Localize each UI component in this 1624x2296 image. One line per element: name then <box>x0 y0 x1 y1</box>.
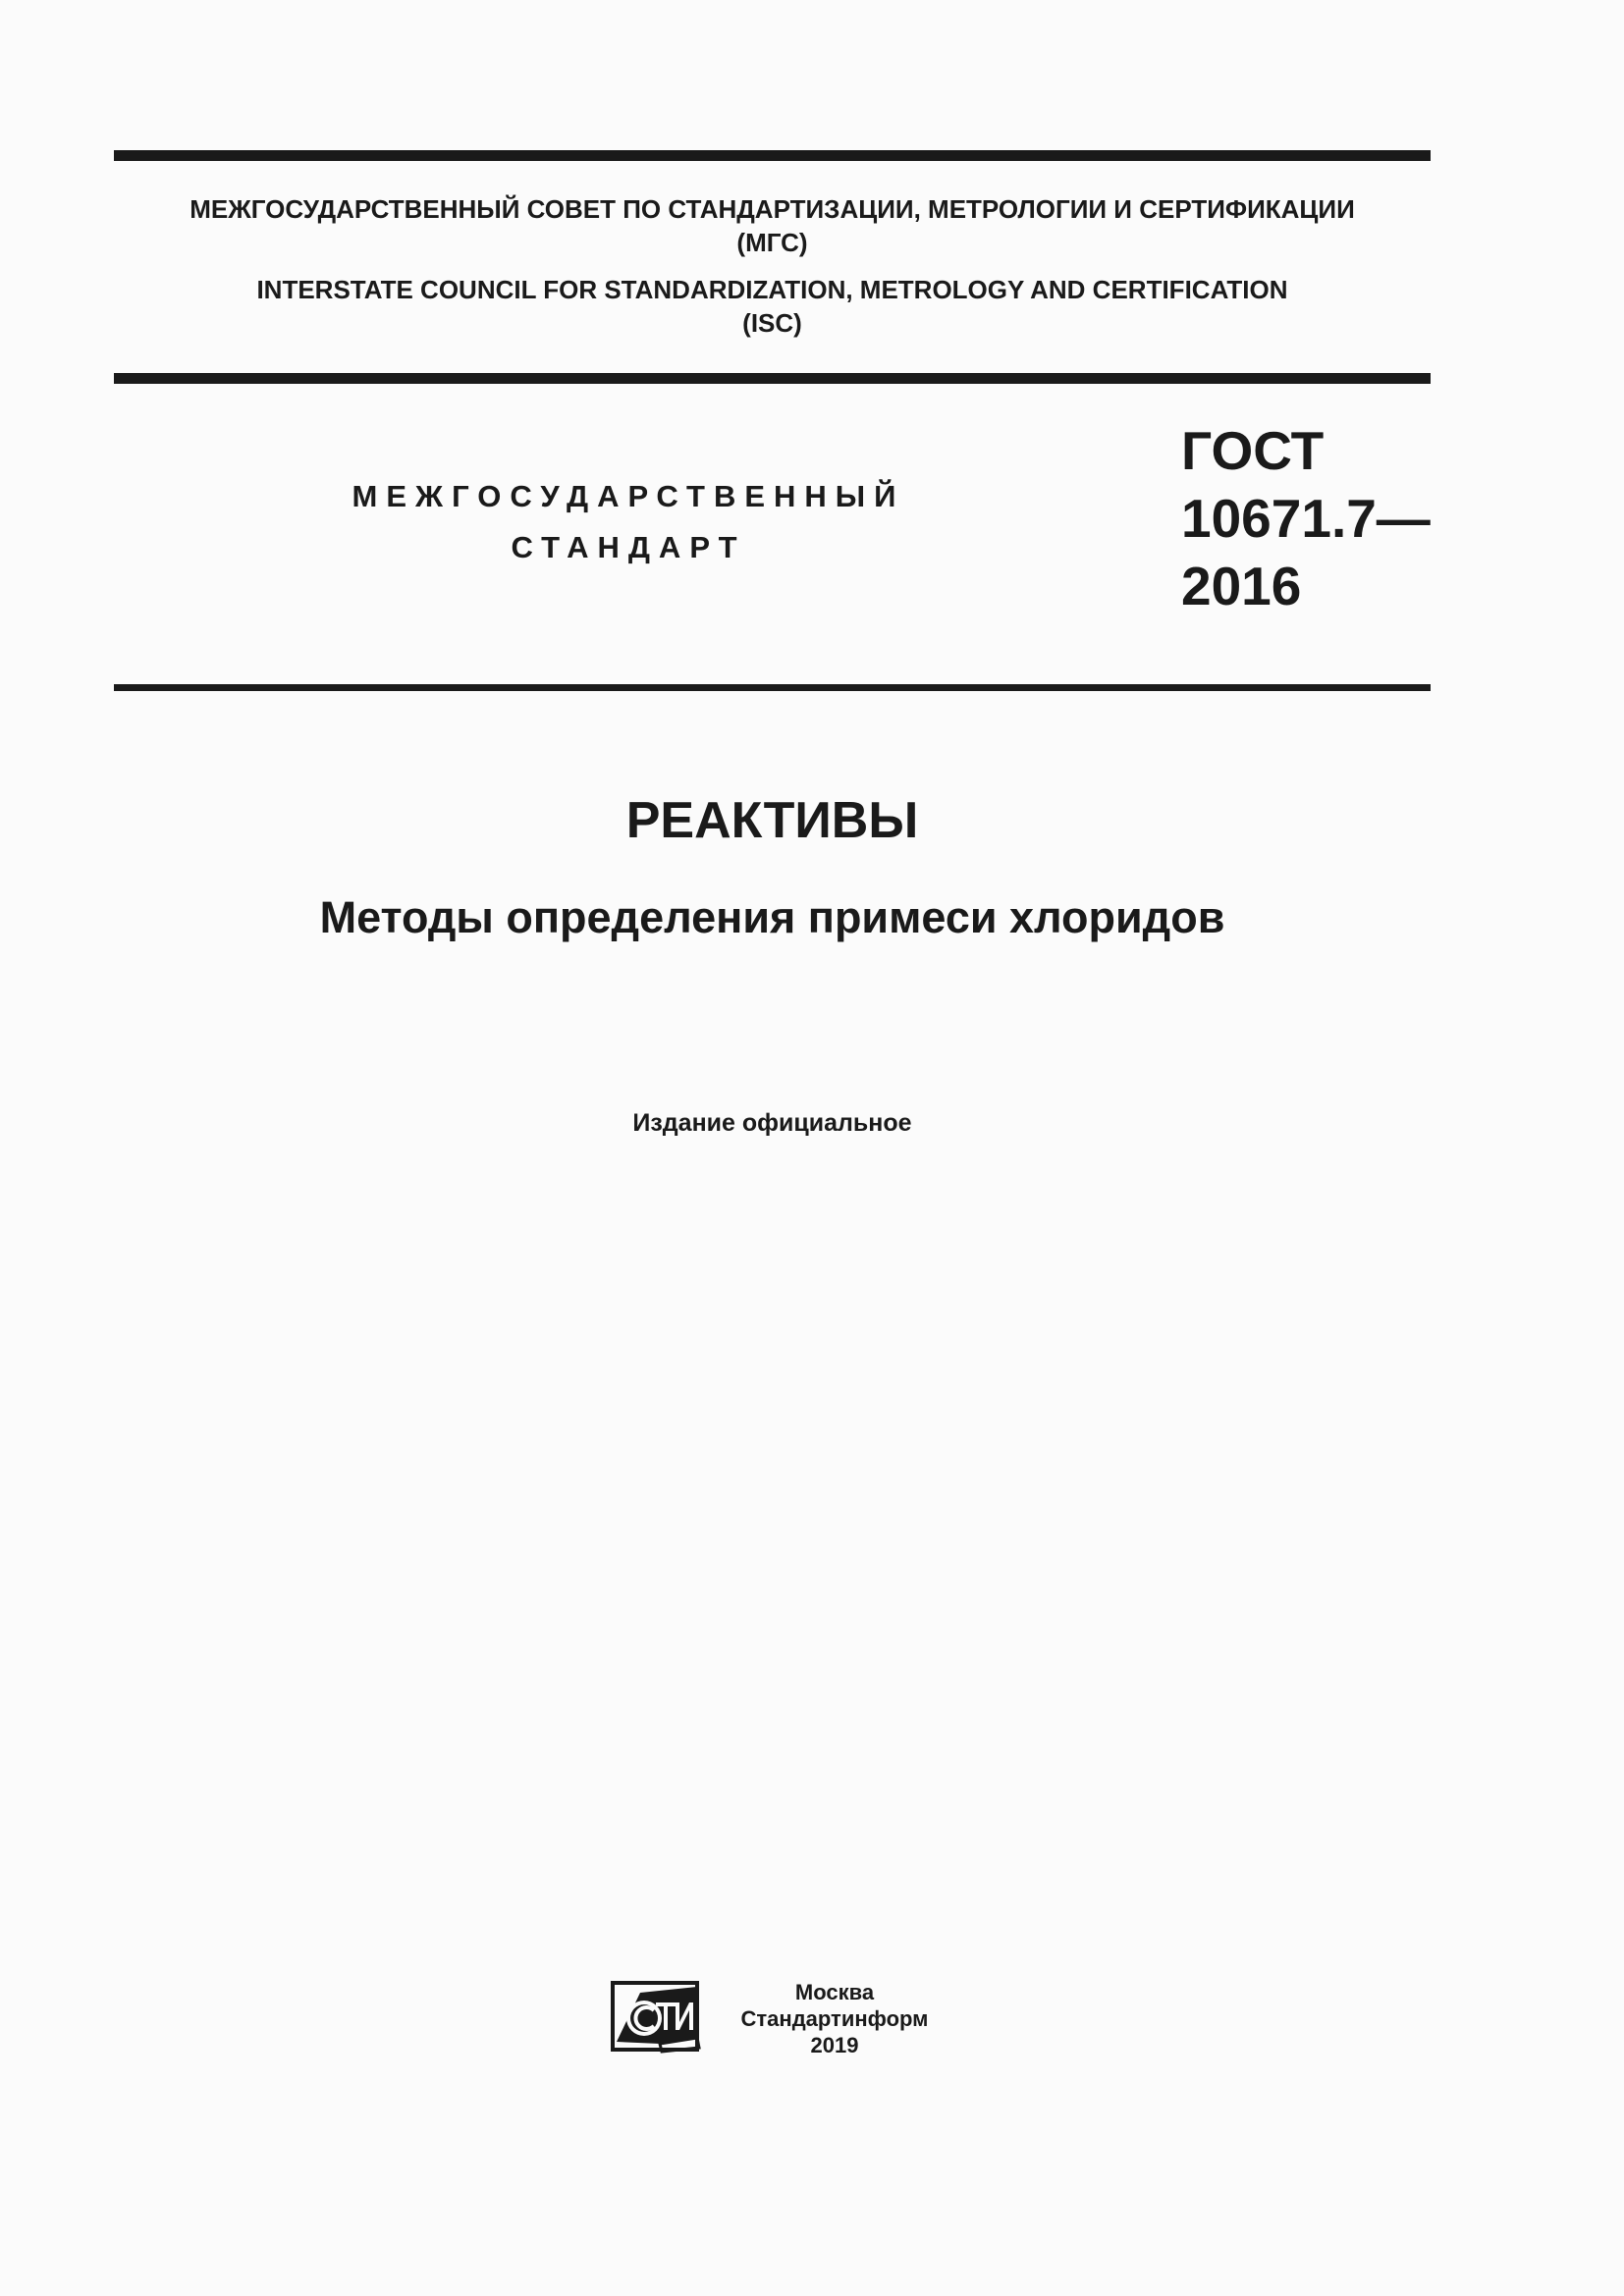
publisher-year: 2019 <box>810 2033 859 2057</box>
council-header <box>114 192 1431 340</box>
council-ru-abbr: (МГС) <box>736 228 808 257</box>
publisher-block <box>717 1979 952 2058</box>
standard-kind <box>295 471 962 573</box>
standard-kind-line2: СТАНДАРТ <box>511 530 746 564</box>
publisher-name: Стандартинформ <box>740 2006 929 2031</box>
council-en-abbr: (ISC) <box>742 308 802 338</box>
publisher-city: Москва <box>794 1980 875 2004</box>
standard-designation <box>1181 417 1431 620</box>
designation-year: 2016 <box>1181 556 1302 616</box>
designation-number: 10671.7— <box>1181 488 1431 549</box>
bottom-rule <box>114 684 1431 691</box>
top-rule <box>114 150 1431 161</box>
edition-label: Издание официальное <box>632 1109 912 1137</box>
standartinform-logo-icon <box>611 1979 705 2054</box>
council-ru-name: МЕЖГОСУДАРСТВЕННЫЙ СОВЕТ ПО СТАНДАРТИЗАЦИИ, МЕТРОЛОГИИ И СЕРТИФИКАЦИИ <box>189 194 1355 224</box>
council-en-name: INTERSTATE COUNCIL FOR STANDARDIZATION, METROLOGY AND CERTIFICATION <box>256 275 1288 304</box>
designation-prefix: ГОСТ <box>1181 420 1325 481</box>
middle-rule <box>114 373 1431 384</box>
document-subtitle: Методы определения примеси хлоридов <box>319 892 1225 942</box>
standard-kind-line1: МЕЖГОСУДАРСТВЕННЫЙ <box>352 479 905 513</box>
document-title: РЕАКТИВЫ <box>625 792 919 849</box>
